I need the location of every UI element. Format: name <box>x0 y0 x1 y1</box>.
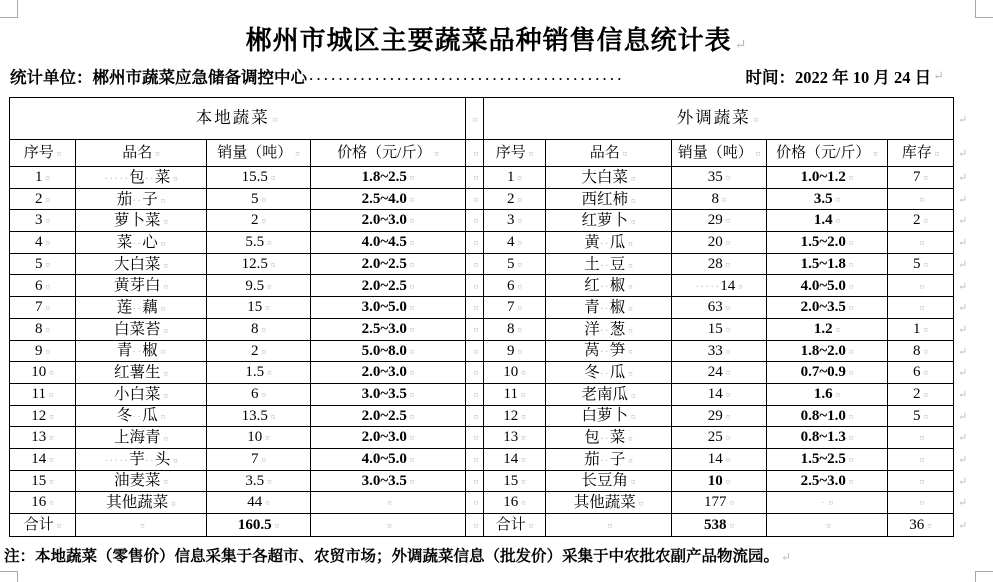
cell-external-price: 1.2 ¤ <box>767 318 888 340</box>
cell-external-stock: 5 ¤ <box>888 253 954 275</box>
cell-local-volume: 12.5 ¤ <box>207 253 311 275</box>
separator-cell <box>466 253 484 275</box>
leader-dots: ··········································· <box>309 71 625 85</box>
table-row <box>10 275 993 297</box>
cell-external-volume: 14 ¤ <box>672 448 767 470</box>
stat-unit-text: 统计单位：郴州市蔬菜应急储备调控中心 <box>10 68 307 87</box>
table-row <box>10 167 993 189</box>
cell-local-price: 2.0~3.0 ¤ <box>311 362 466 384</box>
table-row <box>10 492 993 514</box>
cell-external-no: 13 ¤ <box>484 427 546 449</box>
separator-cell <box>466 167 484 189</box>
row-end-mark <box>954 470 993 492</box>
cell-local-volume: 13.5 ¤ <box>207 405 311 427</box>
row-end-mark <box>954 188 993 210</box>
cell-external-volume: 24 ¤ <box>672 362 767 384</box>
row-end-mark <box>954 210 993 232</box>
crop-mark-top-left <box>0 0 18 18</box>
cell-local-name: 冬··瓜 ¤ <box>76 405 207 427</box>
cell-external-price: 2.0~3.5 ¤ <box>767 297 888 319</box>
row-end-mark <box>954 340 993 362</box>
cell-external-stock <box>888 427 954 449</box>
cell-external-volume: 10 ¤ <box>672 470 767 492</box>
cell-local-name: 红薯生 ¤ <box>76 362 207 384</box>
separator-cell <box>466 297 484 319</box>
cell-external-name: 冬··瓜 ¤ <box>546 362 672 384</box>
cell-local-price <box>311 492 466 514</box>
cell-local-volume: 15 ¤ <box>207 297 311 319</box>
row-end-mark <box>954 275 993 297</box>
cell-external-stock <box>888 297 954 319</box>
cell-local-name: 菜··心 ¤ <box>76 232 207 254</box>
table-row <box>10 340 993 362</box>
col-header-external-volume: 销量（吨） ¤ <box>672 140 767 167</box>
table-row <box>10 427 993 449</box>
col-header-external-no: 序号 ¤ <box>484 140 546 167</box>
section-external-title: 外调蔬菜 ¤ <box>484 98 954 140</box>
cell-external-volume: 35 ¤ <box>672 167 767 189</box>
cell-local-name: 上海青 ¤ <box>76 427 207 449</box>
cell-local-name: 莲··藕 ¤ <box>76 297 207 319</box>
cell-local-no: 9 ¤ <box>10 340 76 362</box>
table-row <box>10 318 993 340</box>
cell-local-name: 茄··子 ¤ <box>76 188 207 210</box>
total-row <box>10 514 993 537</box>
cell-external-price: 1.8~2.0 ¤ <box>767 340 888 362</box>
cell-external-name: 老南瓜 ¤ <box>546 383 672 405</box>
cell-local-price: 2.0~2.5 ¤ <box>311 253 466 275</box>
cell-local-volume: 6 ¤ <box>207 383 311 405</box>
cell-external-stock <box>888 275 954 297</box>
separator-cell <box>466 210 484 232</box>
table-row <box>10 253 993 275</box>
cell-external-no: 7 ¤ <box>484 297 546 319</box>
cell-local-volume: 5 ¤ <box>207 188 311 210</box>
cell-external-price: 0.7~0.9 ¤ <box>767 362 888 384</box>
cell-external-stock: 2 ¤ <box>888 383 954 405</box>
cell-local-volume: 9.5 ¤ <box>207 275 311 297</box>
cell-local-volume: 8 ¤ <box>207 318 311 340</box>
cell-external-volume: 8 ¤ <box>672 188 767 210</box>
cell-external-name: 红萝卜 ¤ <box>546 210 672 232</box>
separator-cell <box>466 275 484 297</box>
cell-local-price: 2.0~2.5 ¤ <box>311 275 466 297</box>
row-end-mark <box>954 253 993 275</box>
cell-external-volume: ·····14 ¤ <box>672 275 767 297</box>
cell-local-name: 黄芽白 ¤ <box>76 275 207 297</box>
cell-local-volume: 7 ¤ <box>207 448 311 470</box>
cell-external-price: 1.5~2.0 ¤ <box>767 232 888 254</box>
cell-local-name: ·····包··菜 ¤ <box>76 167 207 189</box>
cell-local-price: 5.0~8.0 ¤ <box>311 340 466 362</box>
row-end-mark <box>954 318 993 340</box>
table-row <box>10 362 993 384</box>
cell-external-name: 土··豆 ¤ <box>546 253 672 275</box>
cell-external-volume: 28 ¤ <box>672 253 767 275</box>
section-header-row <box>10 98 993 140</box>
separator-cell <box>466 383 484 405</box>
cell-local-volume: 10 ¤ <box>207 427 311 449</box>
cell-local-price: 3.0~3.5 ¤ <box>311 470 466 492</box>
separator-cell <box>466 492 484 514</box>
cell-external-price: 0.8~1.0 ¤ <box>767 405 888 427</box>
cell-external-name: 茄··子 ¤ <box>546 448 672 470</box>
cell-local-price: 2.0~3.0 ¤ <box>311 210 466 232</box>
cell-local-name: 萝卜菜 ¤ <box>76 210 207 232</box>
cell-external-stock <box>888 492 954 514</box>
col-header-local-price: 价格（元/斤） ¤ <box>311 140 466 167</box>
cell-local-price: 2.5~3.0 ¤ <box>311 318 466 340</box>
col-header-local-no: 序号 ¤ <box>10 140 76 167</box>
cell-local-volume: 3.5 ¤ <box>207 470 311 492</box>
cell-local-price: 1.8~2.5 ¤ <box>311 167 466 189</box>
cell-external-no: 2 ¤ <box>484 188 546 210</box>
cell-external-price: 2.5~3.0 ¤ <box>767 470 888 492</box>
separator-cell <box>466 318 484 340</box>
cell-external-name: 莴··笋 ¤ <box>546 340 672 362</box>
cell-external-no: 9 ¤ <box>484 340 546 362</box>
cell-local-price: 2.0~2.5 ¤ <box>311 405 466 427</box>
report-time-text: 时间：2022 年 10 月 24 日 <box>745 68 932 87</box>
row-end-mark <box>954 232 993 254</box>
cell-external-no: 3 ¤ <box>484 210 546 232</box>
table-row <box>10 188 993 210</box>
cell-external-name: 包··菜 ¤ <box>546 427 672 449</box>
cell-external-name: 其他蔬菜 ¤ <box>546 492 672 514</box>
cell-external-stock: 5 ¤ <box>888 405 954 427</box>
cell-local-no: 10 ¤ <box>10 362 76 384</box>
cell-local-total-name <box>76 514 207 537</box>
cell-local-volume: 44 ¤ <box>207 492 311 514</box>
cell-external-price: 1.4 ¤ <box>767 210 888 232</box>
cell-external-total-price <box>767 514 888 537</box>
cell-external-stock: 7 ¤ <box>888 167 954 189</box>
row-end-mark <box>954 448 993 470</box>
cell-local-price: 4.0~4.5 ¤ <box>311 232 466 254</box>
cell-external-no: 16 ¤ <box>484 492 546 514</box>
cell-external-name: 洋··葱 ¤ <box>546 318 672 340</box>
cell-local-price: 3.0~3.5 ¤ <box>311 383 466 405</box>
table-row <box>10 383 993 405</box>
table-row <box>10 470 993 492</box>
cell-local-name: 白菜苔 ¤ <box>76 318 207 340</box>
cell-local-price: 2.5~4.0 ¤ <box>311 188 466 210</box>
cell-external-volume: 177 ¤ <box>672 492 767 514</box>
separator-cell <box>466 98 484 140</box>
cell-external-stock: 2 ¤ <box>888 210 954 232</box>
row-end-mark <box>954 383 993 405</box>
cell-external-price: · ¤ <box>767 492 888 514</box>
cell-external-no: 12 ¤ <box>484 405 546 427</box>
table-row <box>10 232 993 254</box>
note-text: 注：本地蔬菜（零售价）信息采集于各超市、农贸市场；外调蔬菜信息（批发价）采集于中农批农副产品物流园。 ↵ <box>4 544 791 566</box>
cell-local-total-price <box>311 514 466 537</box>
cell-external-volume: 15 ¤ <box>672 318 767 340</box>
table-row <box>10 297 993 319</box>
cell-external-stock: 6 ¤ <box>888 362 954 384</box>
cell-local-name: 青··椒 ¤ <box>76 340 207 362</box>
cell-external-stock <box>888 448 954 470</box>
cell-external-price: 1.5~1.8 ¤ <box>767 253 888 275</box>
cell-external-stock <box>888 232 954 254</box>
cell-external-total-name <box>546 514 672 537</box>
row-end-mark <box>954 98 993 140</box>
cell-local-no: 13 ¤ <box>10 427 76 449</box>
cell-external-price: 3.5 ¤ <box>767 188 888 210</box>
separator-cell <box>466 232 484 254</box>
table-body <box>10 98 993 537</box>
cell-external-total-volume: 538 ¤ <box>672 514 767 537</box>
col-header-external-name: 品名 ¤ <box>546 140 672 167</box>
cell-local-no: 3 ¤ <box>10 210 76 232</box>
cell-local-total-volume: 160.5 ¤ <box>207 514 311 537</box>
cell-local-volume: 2 ¤ <box>207 210 311 232</box>
cell-local-no: 1 ¤ <box>10 167 76 189</box>
separator-cell <box>466 188 484 210</box>
cell-external-no: 14 ¤ <box>484 448 546 470</box>
cell-external-name: 红··椒 ¤ <box>546 275 672 297</box>
cell-local-price: 3.0~5.0 ¤ <box>311 297 466 319</box>
separator-cell <box>466 427 484 449</box>
page-title: 郴州市城区主要蔬菜品种销售信息统计表 ↵ <box>0 20 993 57</box>
cell-local-no: 4 ¤ <box>10 232 76 254</box>
column-header-row <box>10 140 993 167</box>
separator-cell <box>466 448 484 470</box>
cell-external-no: 15 ¤ <box>484 470 546 492</box>
col-header-external-stock: 库存 ¤ <box>888 140 954 167</box>
cell-external-no: 6 ¤ <box>484 275 546 297</box>
cell-local-price: 2.0~3.0 ¤ <box>311 427 466 449</box>
cell-external-volume: 14 ¤ <box>672 383 767 405</box>
meta-line <box>10 64 944 88</box>
cell-external-total-label: 合计 ¤ <box>484 514 546 537</box>
cell-external-no: 4 ¤ <box>484 232 546 254</box>
cell-external-volume: 29 ¤ <box>672 210 767 232</box>
cell-local-volume: 15.5 ¤ <box>207 167 311 189</box>
table-row <box>10 448 993 470</box>
main-table <box>9 97 993 537</box>
col-header-local-name: 品名 ¤ <box>76 140 207 167</box>
separator-cell <box>466 140 484 167</box>
row-end-mark <box>954 427 993 449</box>
cell-local-name: 其他蔬菜 ¤ <box>76 492 207 514</box>
row-end-mark <box>954 492 993 514</box>
cell-external-stock <box>888 470 954 492</box>
crop-mark-bottom-right <box>975 571 993 582</box>
cell-external-no: 8 ¤ <box>484 318 546 340</box>
cell-external-name: 黄··瓜 ¤ <box>546 232 672 254</box>
cell-local-volume: 2 ¤ <box>207 340 311 362</box>
cell-local-no: 14 ¤ <box>10 448 76 470</box>
cell-local-total-label: 合计 ¤ <box>10 514 76 537</box>
cell-local-no: 8 ¤ <box>10 318 76 340</box>
row-end-mark <box>954 140 993 167</box>
separator-cell <box>466 362 484 384</box>
row-end-mark <box>954 167 993 189</box>
cell-external-volume: 25 ¤ <box>672 427 767 449</box>
cell-external-name: 长豆角 ¤ <box>546 470 672 492</box>
cell-external-name: 青··椒 ¤ <box>546 297 672 319</box>
cell-external-volume: 33 ¤ <box>672 340 767 362</box>
cell-local-volume: 1.5 ¤ <box>207 362 311 384</box>
cell-external-price: 4.0~5.0 ¤ <box>767 275 888 297</box>
crop-mark-bottom-left <box>0 571 18 582</box>
cell-external-name: 白萝卜 ¤ <box>546 405 672 427</box>
section-local-title: 本地蔬菜 ¤ <box>10 98 466 140</box>
table-row <box>10 210 993 232</box>
cell-external-volume: 20 ¤ <box>672 232 767 254</box>
cell-external-no: 5 ¤ <box>484 253 546 275</box>
cell-external-volume: 63 ¤ <box>672 297 767 319</box>
cell-local-no: 7 ¤ <box>10 297 76 319</box>
cell-external-price: 1.0~1.2 ¤ <box>767 167 888 189</box>
col-header-external-price: 价格（元/斤） ¤ <box>767 140 888 167</box>
separator-cell <box>466 470 484 492</box>
cell-external-stock: 8 ¤ <box>888 340 954 362</box>
row-end-mark <box>954 297 993 319</box>
separator-cell <box>466 340 484 362</box>
cell-external-name: 西红柿 ¤ <box>546 188 672 210</box>
cell-local-no: 15 ¤ <box>10 470 76 492</box>
cell-local-name: 油麦菜 ¤ <box>76 470 207 492</box>
col-header-local-volume: 销量（吨） ¤ <box>207 140 311 167</box>
cell-external-price: 1.5~2.5 ¤ <box>767 448 888 470</box>
cell-local-name: 大白菜 ¤ <box>76 253 207 275</box>
cell-local-volume: 5.5 ¤ <box>207 232 311 254</box>
row-end-mark <box>954 405 993 427</box>
separator-cell <box>466 405 484 427</box>
cell-external-stock: 1 ¤ <box>888 318 954 340</box>
cell-local-name: ·····芋··头 ¤ <box>76 448 207 470</box>
row-end-mark <box>954 362 993 384</box>
table-row <box>10 405 993 427</box>
cell-external-no: 11 ¤ <box>484 383 546 405</box>
separator-cell <box>466 514 484 537</box>
cell-external-volume: 29 ¤ <box>672 405 767 427</box>
cell-local-no: 6 ¤ <box>10 275 76 297</box>
cell-local-no: 11 ¤ <box>10 383 76 405</box>
cell-external-name: 大白菜 ¤ <box>546 167 672 189</box>
cell-local-price: 4.0~5.0 ¤ <box>311 448 466 470</box>
cell-external-price: 1.6 ¤ <box>767 383 888 405</box>
cell-external-price: 0.8~1.3 ¤ <box>767 427 888 449</box>
cell-local-name: 小白菜 ¤ <box>76 383 207 405</box>
cell-external-stock <box>888 188 954 210</box>
cell-external-no: 1 ¤ <box>484 167 546 189</box>
row-end-mark <box>954 514 993 537</box>
crop-mark-top-right <box>975 0 993 18</box>
cell-external-total-stock: 36 ¤ <box>888 514 954 537</box>
cell-external-no: 10 ¤ <box>484 362 546 384</box>
cell-local-no: 12 ¤ <box>10 405 76 427</box>
cell-local-no: 16 ¤ <box>10 492 76 514</box>
cell-local-no: 2 ¤ <box>10 188 76 210</box>
cell-local-no: 5 ¤ <box>10 253 76 275</box>
